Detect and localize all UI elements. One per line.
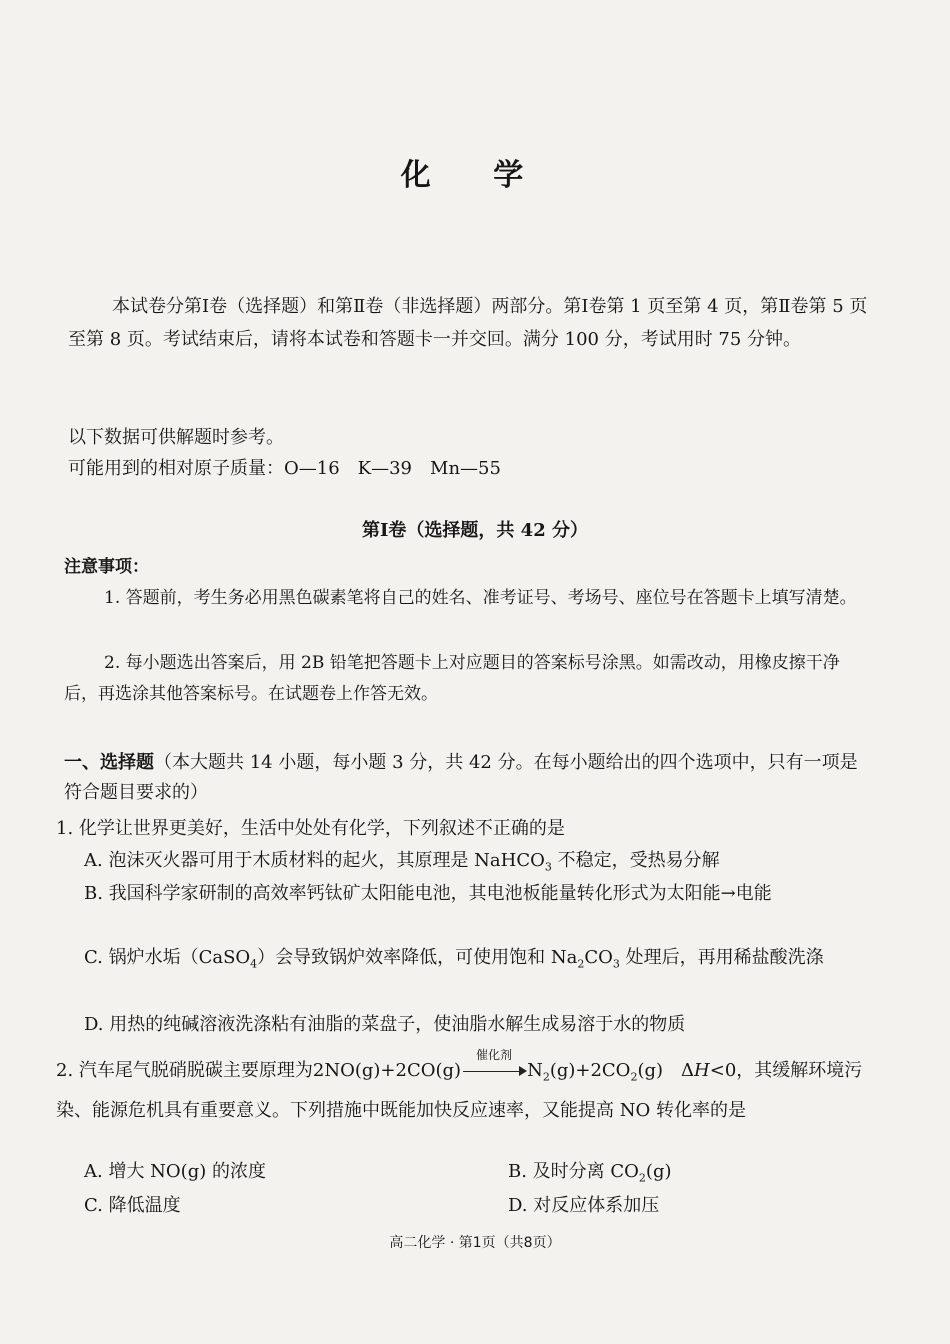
question-1-stem: 1. 化学让世界更美好，生活中处处有化学，下列叙述不正确的是 xyxy=(56,818,565,839)
question-1-option-d: D. 用热的纯碱溶液洗涤粘有油脂的菜盘子，使油脂水解生成易溶于水的物质 xyxy=(84,1014,686,1035)
question-1-option-c: C. 锅炉水垢（CaSO$_4$）会导致锅炉效率降低，可使用饱和 $Na_2CO_3$ 处理后，再用稀盐酸洗涤 xyxy=(84,947,824,971)
catalyst-arrow: 催化剂 xyxy=(463,1062,525,1080)
intro-paragraph: 本试卷分第Ⅰ卷（选择题）和第Ⅱ卷（非选择题）两部分。第Ⅰ卷第 1 页至第 4 页，第Ⅱ卷第 5 页至第 8 页。考试结束后，请将本试卷和答题卡一并交回。满分 100 分，考试用时 75 分钟。 xyxy=(68,296,868,350)
reference-block xyxy=(68,422,868,484)
part-description: （本大题共 14 小题，每小题 3 分，共 42 分。在每小题给出的四个选项中，只有一项是符合题目要求的） xyxy=(64,752,858,803)
notice-title: 注意事项： xyxy=(64,557,149,577)
atomic-mass-line: 可能用到的相对原子质量：O—16 K—39 Mn—55 xyxy=(68,458,501,479)
page-title: 化 学 xyxy=(400,158,550,193)
question-2-option-c: C. 降低温度 xyxy=(84,1195,181,1216)
question-2-stem: 2. 汽车尾气脱硝脱碳主要原理为2NO(g)+2CO(g) 催化剂 $N_2(g)+2CO_2(g)$ ΔH<0，其缓解环境污染、能源危机具有重要意义。下列措施中既能加快反应速率，又能提高 NO 转化率的是 xyxy=(56,1048,863,1121)
question-2-option-a: A. 增大 NO(g) 的浓度 xyxy=(84,1161,266,1182)
part-label: 一、选择题 xyxy=(64,752,154,773)
section-heading: 第Ⅰ卷（选择题，共 42 分） xyxy=(361,520,588,541)
question-1-option-a: A. 泡沫灭火器可用于木质材料的起火，其原理是 NaHCO$_3$ 不稳定，受热易分解 xyxy=(84,850,720,874)
reference-line-1: 以下数据可供解题时参考。 xyxy=(68,427,284,448)
question-2-option-d: D. 对反应体系加压 xyxy=(508,1195,660,1216)
notice-item-1: 1. 答题前，考生务必用黑色碳素笔将自己的姓名、准考证号、考场号、座位号在答题卡上填写清楚。 xyxy=(104,588,857,608)
part-heading xyxy=(64,748,864,808)
page-footer: 高二化学 · 第1页（共8页） xyxy=(389,1235,561,1251)
question-1-option-b: B. 我国科学家研制的高效率钙钛矿太阳能电池，其电池板能量转化形式为太阳能→电能 xyxy=(84,883,772,904)
notice-item-2: 2. 每小题选出答案后，用 2B 铅笔把答题卡上对应题目的答案标号涂黑。如需改动，用橡皮擦干净后，再选涂其他答案标号。在试题卷上作答无效。 xyxy=(64,653,840,704)
question-2-option-b: B. 及时分离 $CO_2(g)$ xyxy=(508,1161,672,1185)
